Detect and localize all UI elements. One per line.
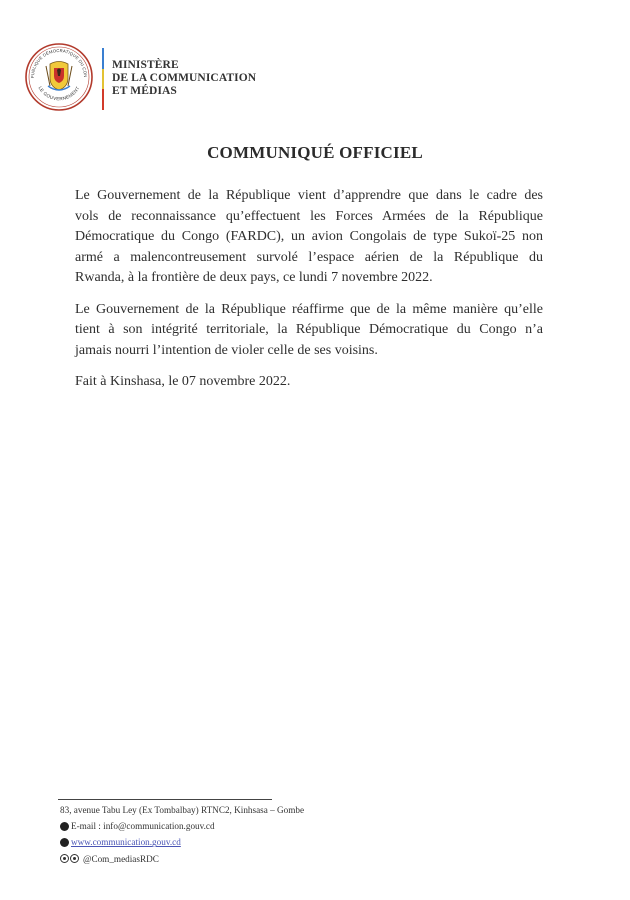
signature-line: Fait à Kinshasa, le 07 novembre 2022. (75, 374, 291, 389)
communique-body (75, 186, 543, 404)
footer-email[interactable]: E-mail : info@communication.gouv.cd (71, 821, 215, 832)
email-icon (60, 822, 69, 831)
seal-bottom-text: LE GOUVERNEMENT (37, 85, 81, 102)
footer-divider (58, 799, 272, 800)
ministry-line: ET MÉDIAS (112, 85, 177, 97)
instagram-icon (60, 854, 69, 863)
text-line: Le Gouvernement de la République vient d’apprendre que dans le cadre des (75, 188, 543, 203)
text-line: tient à son intégrité territoriale, la République Démocratique du Congo n’a (75, 322, 543, 337)
document-title: COMMUNIQUÉ OFFICIEL (207, 143, 423, 162)
footer-social-handle[interactable]: @Com_mediasRDC (83, 853, 159, 864)
text-line: vols de reconnaissance qu’effectuent les Forces Armées de la République (75, 208, 543, 224)
ministry-line: DE LA COMMUNICATION (112, 72, 257, 84)
footer-address: 83, avenue Tabu Ley (Ex Tombalbay) RTNC2, Kinhsasa – Gombe (60, 805, 305, 815)
footer-social-row (60, 851, 304, 867)
government-seal-icon (24, 42, 94, 112)
ministry-name (112, 59, 256, 98)
footer-contacts (60, 802, 304, 867)
tricolor-divider (102, 48, 104, 110)
paragraph-1 (75, 186, 543, 289)
social-icons (60, 854, 80, 863)
footer-website-link[interactable]: www.communication.gouv.cd (71, 837, 181, 848)
seal-top-text: PUBLIQUE DÉMOCRATIQUE DU CON (29, 47, 89, 79)
footer-email-row (60, 818, 304, 834)
text-line: armé a malencontreusement survolé l’espace aérien de la République du (75, 249, 543, 265)
text-line: Le Gouvernement de la République réaffirme que de la même manière qu’elle (75, 301, 543, 317)
text-line: jamais nourri l’intention de violer celle de ses voisins. (75, 342, 378, 358)
facebook-icon (70, 854, 79, 863)
letterhead (24, 42, 424, 122)
text-line: Démocratique du Congo (FARDC), un avion Congolais de type Sukoï-25 non (75, 229, 543, 244)
text-line: Rwanda, à la frontière de deux pays, ce lundi 7 novembre 2022. (75, 270, 433, 285)
paragraph-2 (75, 300, 543, 362)
coat-of-arms-icon (46, 62, 72, 91)
ministry-line: MINISTÈRE (112, 59, 179, 71)
footer-website-row (60, 834, 304, 850)
globe-icon (60, 838, 69, 847)
